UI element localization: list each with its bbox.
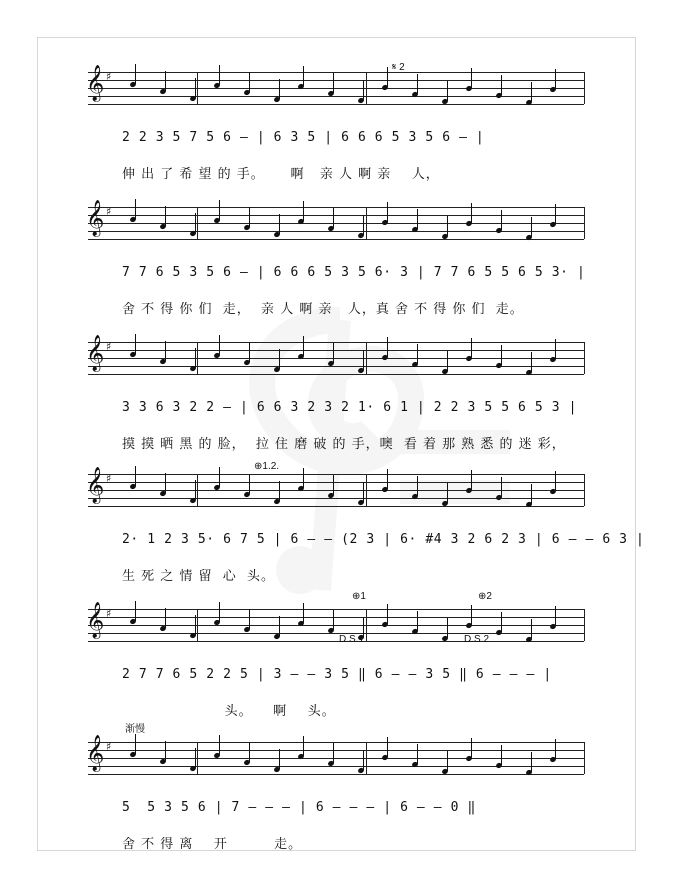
staff-line xyxy=(88,641,584,642)
note-stem xyxy=(471,203,472,223)
note-stem xyxy=(555,606,556,626)
jianpu-line: 7 7 6 5 3 5 6 — | 6 6 6 5 3 5 6· 3 | 7 7 6 5 5 6 5 3· | xyxy=(122,265,586,280)
note-stem xyxy=(555,739,556,759)
jianpu-line: 2 2 3 5 7 5 6 — | 6 3 5 | 6 6 6 5 3 5 6 — | xyxy=(122,130,485,145)
barline xyxy=(584,342,585,374)
barline xyxy=(197,342,198,374)
staff xyxy=(86,65,584,105)
note-stem xyxy=(219,467,220,487)
barline xyxy=(584,207,585,239)
staff-line xyxy=(88,609,584,610)
note-stem xyxy=(531,82,532,102)
score-mark: D.S.1 xyxy=(339,634,365,645)
key-sharp-icon: ♯ xyxy=(106,205,112,218)
score-mark: ⊕2 xyxy=(478,591,492,602)
treble-clef-icon: 𝄞 xyxy=(86,602,105,638)
note-stem xyxy=(417,209,418,229)
note-stem xyxy=(471,738,472,758)
staff-line xyxy=(88,474,584,475)
staff-line xyxy=(88,239,584,240)
note-stem xyxy=(165,741,166,761)
note-stem xyxy=(219,200,220,220)
staff-line xyxy=(88,766,584,767)
note-stem xyxy=(333,475,334,495)
note-stem xyxy=(471,605,472,625)
staff-line xyxy=(88,498,584,499)
staff-line xyxy=(88,506,584,507)
note-stem xyxy=(165,206,166,226)
note-stem xyxy=(501,745,502,765)
barline xyxy=(366,207,367,239)
jianpu-line: 3 3 6 3 2 2 — | 6 6 3 2 3 2 1· 6 1 | 2 2 3 5 5 6 5 3 | xyxy=(122,400,578,415)
note-stem xyxy=(303,468,304,488)
lyric-line: 舍 不 得 离 开 走。 xyxy=(122,837,303,852)
note-stem xyxy=(417,744,418,764)
note-stem xyxy=(471,68,472,88)
treble-clef-icon: 𝄞 xyxy=(86,200,105,236)
note-stem xyxy=(219,335,220,355)
note-stem xyxy=(387,67,388,87)
key-sharp-icon: ♯ xyxy=(106,340,112,353)
note-stem xyxy=(531,352,532,372)
score-mark: 渐慢 xyxy=(125,724,145,735)
note-stem xyxy=(333,343,334,363)
staff-line xyxy=(88,482,584,483)
note-stem xyxy=(303,336,304,356)
note-stem xyxy=(135,734,136,754)
barline xyxy=(584,742,585,774)
note-stem xyxy=(531,217,532,237)
note-stem xyxy=(279,79,280,99)
note-stem xyxy=(333,208,334,228)
note-stem xyxy=(363,215,364,235)
note-stem xyxy=(303,603,304,623)
note-stem xyxy=(279,616,280,636)
note-stem xyxy=(219,65,220,85)
staff-line xyxy=(88,374,584,375)
note-stem xyxy=(501,75,502,95)
note-stem xyxy=(417,476,418,496)
barline xyxy=(366,742,367,774)
note-stem xyxy=(279,349,280,369)
note-stem xyxy=(279,481,280,501)
note-stem xyxy=(195,480,196,500)
note-stem xyxy=(279,214,280,234)
key-sharp-icon: ♯ xyxy=(106,472,112,485)
barline xyxy=(197,474,198,506)
staff xyxy=(86,467,584,507)
note-stem xyxy=(249,72,250,92)
barline xyxy=(584,474,585,506)
jianpu-line: 2· 1 2 3 5· 6 7 5 | 6 — — (2 3 | 6· #4 3 2 6 2 3 | 6 — — 6 3 | xyxy=(122,532,645,547)
note-stem xyxy=(447,751,448,771)
note-stem xyxy=(249,474,250,494)
note-stem xyxy=(135,601,136,621)
staff-line xyxy=(88,774,584,775)
note-stem xyxy=(447,483,448,503)
note-stem xyxy=(417,611,418,631)
note-stem xyxy=(447,216,448,236)
note-stem xyxy=(387,604,388,624)
treble-clef-icon: 𝄞 xyxy=(86,65,105,101)
note-stem xyxy=(195,615,196,635)
note-stem xyxy=(417,74,418,94)
staff-line xyxy=(88,633,584,634)
note-stem xyxy=(135,334,136,354)
jianpu-line: 5 5 3 5 6 | 7 — — — | 6 — — — | 6 — — 0 ‖ xyxy=(122,800,476,815)
note-stem xyxy=(363,750,364,770)
key-sharp-icon: ♯ xyxy=(106,607,112,620)
note-stem xyxy=(471,470,472,490)
note-stem xyxy=(417,344,418,364)
note-stem xyxy=(279,749,280,769)
note-stem xyxy=(387,202,388,222)
note-stem xyxy=(165,608,166,628)
note-stem xyxy=(219,735,220,755)
note-stem xyxy=(333,743,334,763)
score-mark: 𝄋 2 xyxy=(392,62,405,73)
staff-line xyxy=(88,750,584,751)
lyric-line: 头。 啊 头。 xyxy=(122,704,336,719)
staff xyxy=(86,602,584,642)
note-stem xyxy=(387,737,388,757)
note-stem xyxy=(135,466,136,486)
staff-line xyxy=(88,80,584,81)
staff-line xyxy=(88,231,584,232)
treble-clef-icon: 𝄞 xyxy=(86,735,105,771)
score-mark: ⊕1.2. xyxy=(254,461,280,472)
note-stem xyxy=(303,736,304,756)
note-stem xyxy=(363,80,364,100)
note-stem xyxy=(447,81,448,101)
note-stem xyxy=(249,609,250,629)
note-stem xyxy=(501,210,502,230)
note-stem xyxy=(471,338,472,358)
lyric-line: 生 死 之 情 留 心 头。 xyxy=(122,569,276,584)
note-stem xyxy=(447,618,448,638)
note-stem xyxy=(531,484,532,504)
note-stem xyxy=(447,351,448,371)
barline xyxy=(366,342,367,374)
note-stem xyxy=(135,64,136,84)
note-stem xyxy=(387,469,388,489)
note-stem xyxy=(363,482,364,502)
note-stem xyxy=(135,199,136,219)
barline xyxy=(197,742,198,774)
note-stem xyxy=(249,207,250,227)
treble-clef-icon: 𝄞 xyxy=(86,335,105,371)
staff-line xyxy=(88,96,584,97)
barline xyxy=(366,474,367,506)
staff-line xyxy=(88,617,584,618)
barline xyxy=(197,207,198,239)
staff xyxy=(86,335,584,375)
key-sharp-icon: ♯ xyxy=(106,740,112,753)
lyric-line: 伸 出 了 希 望 的 手。 啊 亲 人 啊 亲 人， xyxy=(122,167,440,182)
note-stem xyxy=(219,602,220,622)
key-sharp-icon: ♯ xyxy=(106,70,112,83)
staff xyxy=(86,735,584,775)
staff-line xyxy=(88,104,584,105)
barline xyxy=(197,609,198,641)
staff-line xyxy=(88,342,584,343)
note-stem xyxy=(195,78,196,98)
note-stem xyxy=(165,473,166,493)
note-stem xyxy=(555,339,556,359)
staff xyxy=(86,200,584,240)
note-stem xyxy=(501,345,502,365)
lyric-line: 摸 摸 晒 黑 的 脸， 拉 住 磨 破 的 手，噢 看 着 那 熟 悉 的 迷 彩， xyxy=(122,437,566,452)
note-stem xyxy=(363,350,364,370)
staff-line xyxy=(88,215,584,216)
staff-line xyxy=(88,742,584,743)
note-stem xyxy=(249,342,250,362)
note-stem xyxy=(555,204,556,224)
barline xyxy=(366,72,367,104)
note-stem xyxy=(303,66,304,86)
score-mark: ⊕1 xyxy=(352,591,366,602)
note-stem xyxy=(195,348,196,368)
barline xyxy=(584,609,585,641)
note-stem xyxy=(555,69,556,89)
note-stem xyxy=(333,73,334,93)
note-stem xyxy=(387,337,388,357)
treble-clef-icon: 𝄞 xyxy=(86,467,105,503)
note-stem xyxy=(195,213,196,233)
staff-line xyxy=(88,207,584,208)
staff-line xyxy=(88,350,584,351)
barline xyxy=(584,72,585,104)
note-stem xyxy=(165,71,166,91)
note-stem xyxy=(249,742,250,762)
note-stem xyxy=(555,471,556,491)
note-stem xyxy=(531,619,532,639)
score-mark: D.S.2 xyxy=(464,634,490,645)
jianpu-line: 2 7 7 6 5 2 2 5 | 3 — — 3 5 ‖ 6 — — 3 5 ‖ 6 — — — | xyxy=(122,667,552,682)
note-stem xyxy=(531,752,532,772)
lyric-line: 舍 不 得 你 们 走， 亲 人 啊 亲 人，真 舍 不 得 你 们 走。 xyxy=(122,302,524,317)
note-stem xyxy=(165,341,166,361)
note-stem xyxy=(333,610,334,630)
note-stem xyxy=(195,748,196,768)
staff-line xyxy=(88,72,584,73)
staff-line xyxy=(88,366,584,367)
barline xyxy=(366,609,367,641)
barline xyxy=(197,72,198,104)
note-stem xyxy=(501,477,502,497)
note-stem xyxy=(303,201,304,221)
note-stem xyxy=(501,612,502,632)
